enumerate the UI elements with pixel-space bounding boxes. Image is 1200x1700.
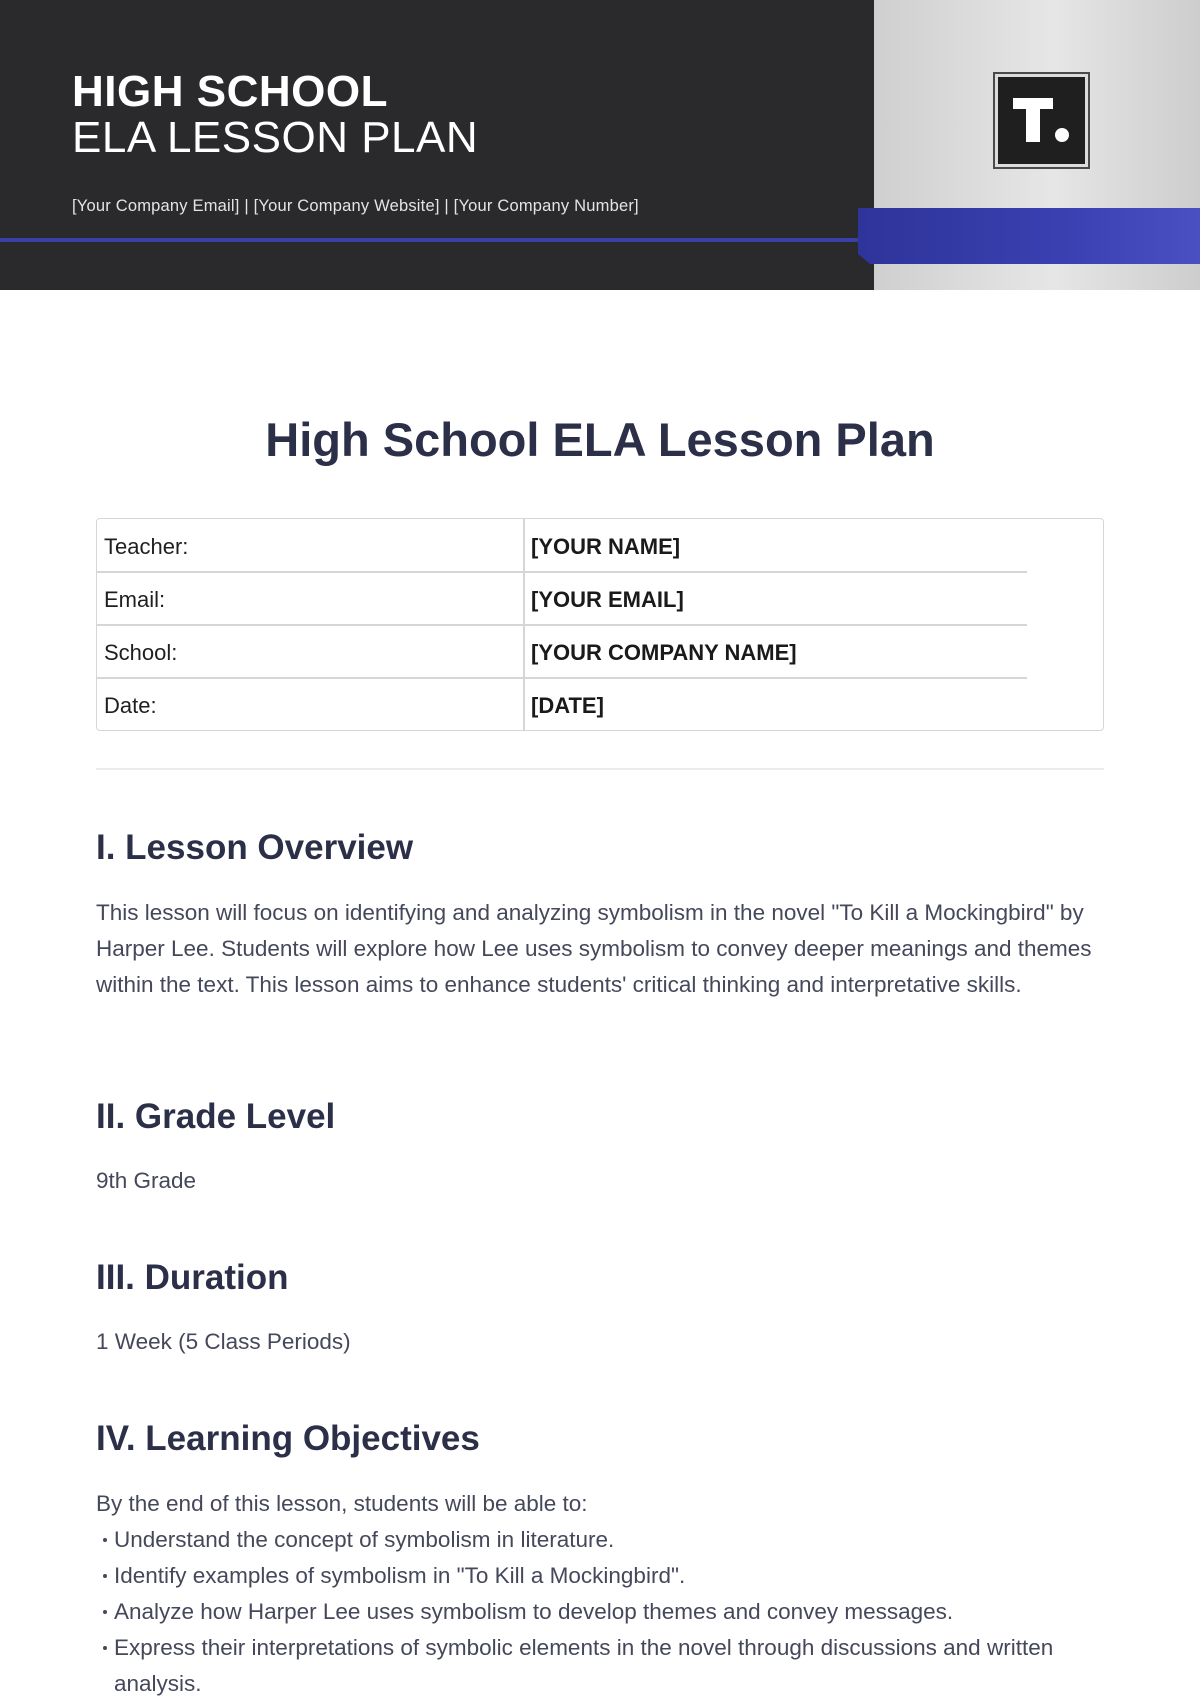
teacher-value: [YOUR NAME] bbox=[531, 534, 681, 559]
header-banner bbox=[0, 0, 1200, 290]
objective-text: Analyze how Harper Lee uses symbolism to develop themes and convey messages. bbox=[114, 1599, 954, 1624]
bullet-icon bbox=[103, 1538, 107, 1542]
date-value: [DATE] bbox=[531, 693, 604, 718]
duration-heading: III. Duration bbox=[96, 1258, 289, 1297]
objective-text: Understand the concept of symbolism in literature. bbox=[114, 1527, 615, 1552]
date-label: Date: bbox=[104, 693, 157, 718]
school-value: [YOUR COMPANY NAME] bbox=[531, 640, 797, 665]
bullet-icon bbox=[103, 1646, 107, 1650]
banner-accent-line bbox=[0, 238, 860, 242]
objectives-intro: By the end of this lesson, students will be able to: bbox=[96, 1491, 588, 1516]
grade-level-heading: II. Grade Level bbox=[96, 1097, 336, 1136]
table-row-school bbox=[97, 625, 1105, 678]
teacher-label: Teacher: bbox=[104, 534, 189, 559]
info-table bbox=[96, 518, 1104, 731]
objective-text: Identify examples of symbolism in "To Kill a Mockingbird". bbox=[114, 1563, 686, 1588]
objective-text: Express their interpretations of symbolic elements in the novel through discussions and written analysis. bbox=[114, 1635, 1054, 1696]
banner-accent-tab bbox=[858, 208, 1200, 264]
overview-body: This lesson will focus on identifying and analyzing symbolism in the novel "To Kill a Mockingbird" by Harper Lee. Students will explore how Lee uses symbolism to convey deeper meanings and themes within the text. This lesson aims to enhance students' critical thinking and interpretative skills. bbox=[96, 900, 1092, 997]
table-row-teacher bbox=[97, 519, 1105, 572]
list-item bbox=[96, 1558, 1106, 1594]
bullet-icon bbox=[103, 1610, 107, 1614]
list-item bbox=[96, 1522, 1106, 1558]
objectives-list bbox=[96, 1522, 1106, 1700]
list-item bbox=[96, 1630, 1106, 1700]
company-logo bbox=[993, 72, 1090, 169]
school-label: School: bbox=[104, 640, 178, 665]
bullet-icon bbox=[103, 1574, 107, 1578]
company-contact-line: [Your Company Email] | [Your Company Website] | [Your Company Number] bbox=[72, 197, 639, 215]
page-title: High School ELA Lesson Plan bbox=[265, 413, 935, 466]
objectives-heading: IV. Learning Objectives bbox=[96, 1419, 480, 1458]
brand-title-line2: ELA LESSON PLAN bbox=[72, 113, 479, 162]
brand-title-line1: HIGH SCHOOL bbox=[72, 67, 388, 116]
overview-heading: I. Lesson Overview bbox=[96, 828, 414, 867]
section-divider bbox=[96, 768, 1104, 770]
t-logo-icon bbox=[1009, 88, 1075, 154]
email-value: [YOUR EMAIL] bbox=[531, 587, 684, 612]
table-row-email bbox=[97, 572, 1105, 625]
email-label: Email: bbox=[104, 587, 166, 612]
grade-level-value: 9th Grade bbox=[96, 1168, 197, 1193]
duration-value: 1 Week (5 Class Periods) bbox=[96, 1329, 351, 1354]
list-item bbox=[96, 1594, 1106, 1630]
table-row-date bbox=[97, 678, 1105, 731]
